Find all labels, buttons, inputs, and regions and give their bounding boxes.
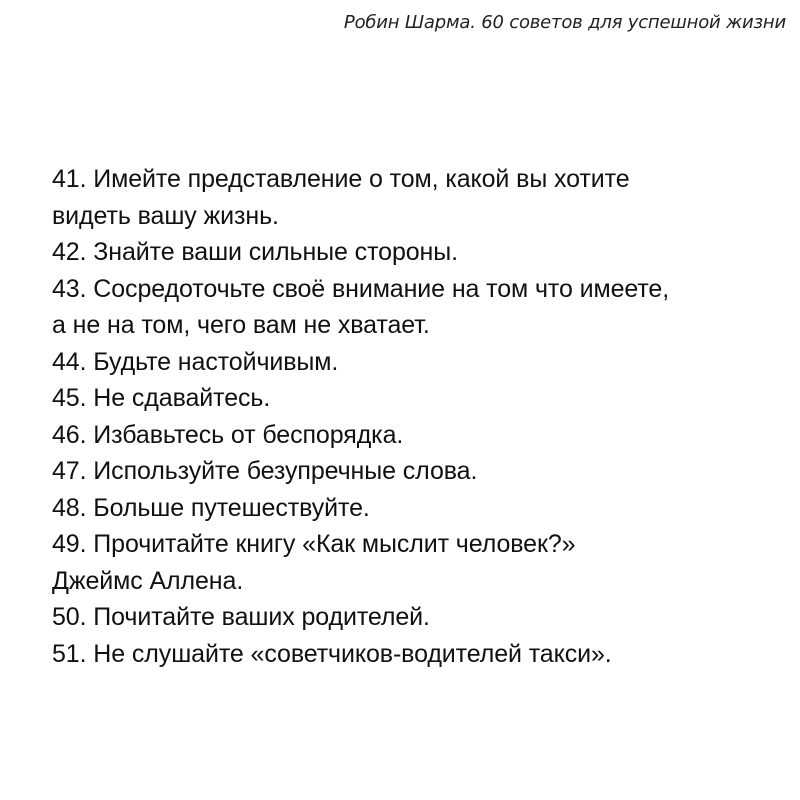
page-header: Робин Шарма. 60 советов для успешной жизни <box>343 12 786 33</box>
tips-list <box>52 161 772 672</box>
tip-item <box>52 490 772 527</box>
tip-item <box>52 271 772 344</box>
tip-line: 45. Не сдавайтесь. <box>52 384 271 412</box>
tip-item <box>52 526 772 599</box>
tip-line: а не на том, чего вам не хватает. <box>52 311 430 339</box>
tip-line: видеть вашу жизнь. <box>52 201 279 230</box>
tip-line: 43. Сосредоточьте своё внимание на том что имеете, <box>52 274 670 303</box>
tip-item <box>52 599 772 636</box>
tip-line: 50. Почитайте ваших родителей. <box>52 603 430 631</box>
tip-line: 49. Прочитайте книгу «Как мыслит человек?» <box>52 530 576 558</box>
tip-line: Джеймс Аллена. <box>52 566 244 595</box>
tip-line: 47. Используйте безупречные слова. <box>52 457 478 485</box>
tip-line: 41. Имейте представление о том, какой вы хотите <box>52 165 630 193</box>
tip-line: 42. Знайте ваши сильные стороны. <box>52 238 458 266</box>
tip-line: 46. Избавьтесь от беспорядка. <box>52 420 404 449</box>
tip-line: 44. Будьте настойчивым. <box>52 347 339 376</box>
tip-item <box>52 453 772 490</box>
tip-item <box>52 161 772 234</box>
tip-item <box>52 636 772 673</box>
tip-line: 51. Не слушайте «советчиков-водителей такси». <box>52 639 612 668</box>
tip-item <box>52 234 772 271</box>
tip-item <box>52 417 772 454</box>
tip-item <box>52 344 772 381</box>
tip-item <box>52 380 772 417</box>
tip-line: 48. Больше путешествуйте. <box>52 493 370 522</box>
